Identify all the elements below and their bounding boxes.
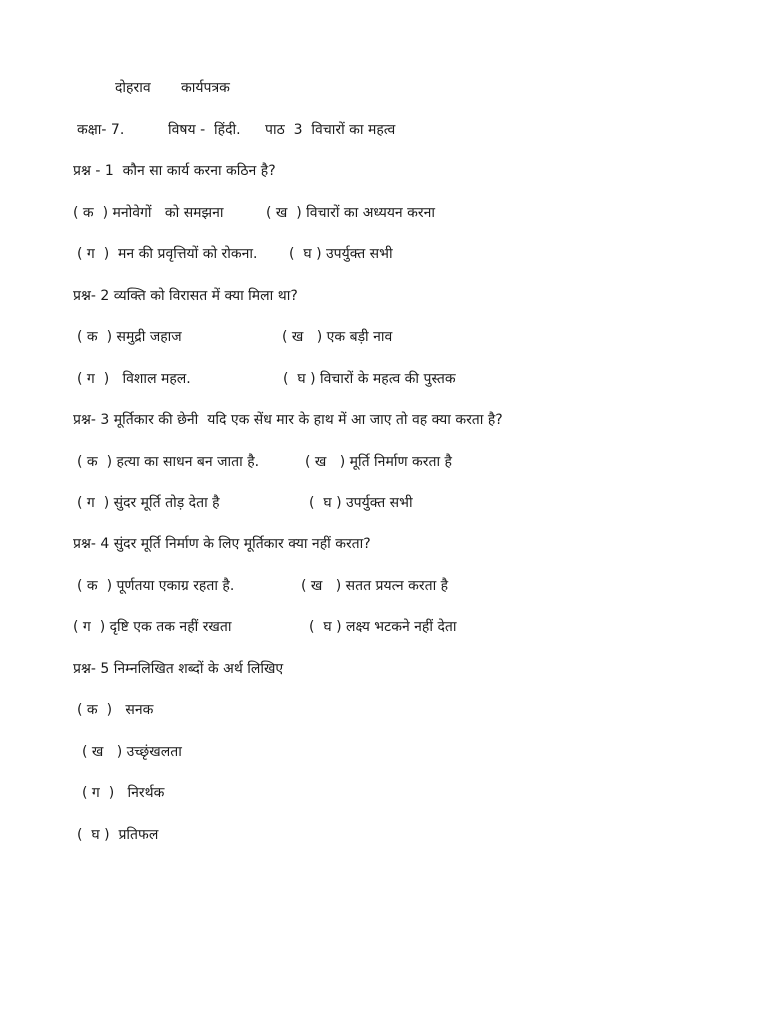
q2-option-ga: ( ग ) विशाल महल. — [77, 371, 191, 387]
q3-option-ga: ( ग ) सुंदर मूर्ति तोड़ देता है — [77, 495, 220, 511]
q3-option-gha: ( घ ) उपर्युक्त सभी — [309, 495, 413, 511]
q5-word-ka: ( क ) सनक — [77, 702, 154, 718]
worksheet-title-left: दोहराव — [115, 80, 151, 96]
question-4: प्रश्न- 4 सुंदर मूर्ति निर्माण के लिए मूर्तिकार क्या नहीं करता? — [73, 536, 371, 552]
question-3: प्रश्न- 3 मूर्तिकार की छेनी यदि एक सेंध मार के हाथ में आ जाए तो वह क्या करता है? — [73, 412, 503, 428]
q4-option-ga: ( ग ) दृष्टि एक तक नहीं रखता — [73, 619, 232, 635]
q4-option-gha: ( घ ) लक्ष्य भटकने नहीं देता — [309, 619, 457, 635]
q3-option-ka: ( क ) हत्या का साधन बन जाता है. — [77, 454, 260, 470]
worksheet-title-right: कार्यपत्रक — [181, 80, 230, 96]
q2-option-gha: ( घ ) विचारों के महत्व की पुस्तक — [283, 371, 456, 387]
q1-option-ga: ( ग ) मन की प्रवृत्तियों को रोकना. — [77, 246, 258, 262]
q5-word-ga: ( ग ) निरर्थक — [82, 785, 165, 801]
lesson-label: पाठ 3 विचारों का महत्व — [265, 122, 396, 138]
question-5: प्रश्न- 5 निम्नलिखित शब्दों के अर्थ लिखिए — [73, 661, 284, 677]
question-2: प्रश्न- 2 व्यक्ति को विरासत में क्या मिला था? — [73, 288, 298, 304]
question-1: प्रश्न - 1 कौन सा कार्य करना कठिन है? — [73, 163, 276, 179]
q4-option-ka: ( क ) पूर्णतया एकाग्र रहता है. — [77, 578, 235, 594]
q1-option-gha: ( घ ) उपर्युक्त सभी — [289, 246, 393, 262]
class-label: कक्षा- 7. — [77, 122, 125, 138]
q1-option-kha: ( ख ) विचारों का अध्ययन करना — [266, 205, 436, 221]
q5-word-gha: ( घ ) प्रतिफल — [77, 827, 159, 843]
q2-option-kha: ( ख ) एक बड़ी नाव — [282, 329, 393, 345]
q3-option-kha: ( ख ) मूर्ति निर्माण करता है — [305, 454, 452, 470]
q4-option-kha: ( ख ) सतत प्रयत्न करता है — [301, 578, 449, 594]
q2-option-ka: ( क ) समुद्री जहाज — [77, 329, 182, 345]
subject-label: विषय - हिंदी. — [168, 122, 241, 138]
q1-option-ka: ( क ) मनोवेगों को समझना — [73, 205, 224, 221]
q5-word-kha: ( ख ) उच्छृंखलता — [82, 744, 182, 760]
